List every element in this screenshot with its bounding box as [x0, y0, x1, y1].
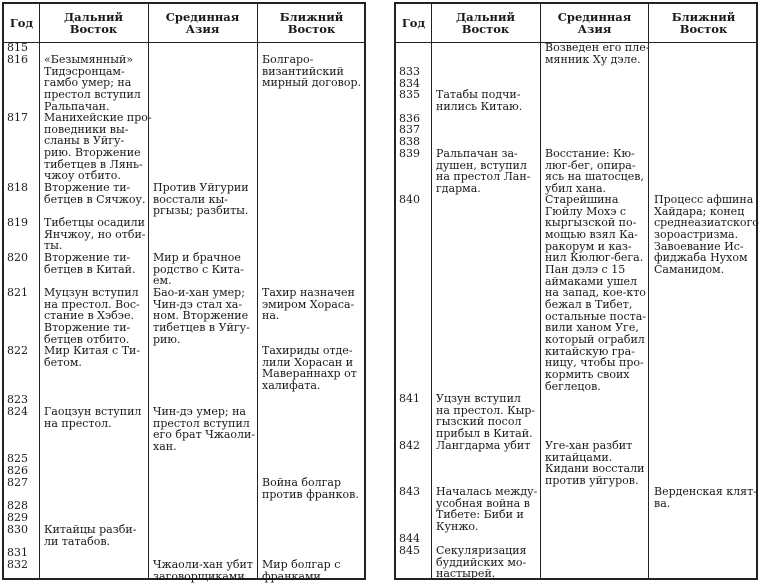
table-header [396, 4, 756, 43]
far-east-cell: Началась между- усобная война в Тибете: Биби и Кунжо. [436, 485, 538, 533]
year-cell: 816 [7, 53, 28, 66]
central-asia-cell: Против Уйгурии восстали кы- ргызы; разбиты. [153, 181, 249, 218]
central-asia-cell: Старейшина Гюйлу Мохэ с кыргызской по- мощью взял Ка- ракорум и каз- нил Кюлюг-бега. Пан дэлэ с 15 аймаками ушел на запад, кое-кто бежал в Тибет, остальные поста- вили ханом Уге, который ограбил китайскую гра- ницу, чтобы про- кормить своих беглецов. [545, 193, 646, 393]
year-cell: 822 [7, 344, 28, 357]
column-divider [257, 4, 258, 578]
central-asia-cell: Чин-дэ умер; на престол вступил его брат Чжаоли- хан. [153, 405, 256, 453]
year-cell: 839 [399, 147, 420, 160]
central-asia-cell: Уге-хан разбит китайцами. Кидани восстали против уйгуров. [545, 439, 645, 487]
year-cell: 843 [399, 485, 420, 498]
year-cell: 815 [7, 41, 28, 54]
column-divider [431, 4, 432, 578]
header-far-east: Дальний Восток [63, 10, 124, 36]
far-east-cell: Тибетцы осадили Янчжоу, но отби- ты. [44, 216, 146, 253]
far-east-cell: Уцзун вступил на престол. Кыр- гызский посол прибыл в Китай. [436, 392, 536, 440]
far-east-cell: Лангдарма убит [436, 439, 531, 452]
far-east-cell: Гаоцзун вступил на престол. [44, 405, 142, 430]
central-asia-cell: Восстание: Кю- люг-бег, опира- ясь на шатосцев, убил хана. [545, 147, 644, 195]
far-east-cell: Вторжение ти- бетцев в Сячжоу. [44, 181, 146, 206]
year-cell: 820 [7, 251, 28, 264]
far-east-cell: Ральпачан за- душен, вступил на престол Лан- гдарма. [436, 147, 531, 195]
year-cell: 832 [7, 558, 28, 571]
year-cell: 840 [399, 193, 420, 206]
header-near-east: Ближний Восток [279, 10, 344, 36]
year-cell: 845 [399, 544, 420, 557]
central-asia-cell: Возведен его пле- мянник Ху дэле. [545, 41, 650, 66]
year-cell: 833 [399, 65, 420, 78]
central-asia-cell: Мир и брачное родство с Кита- ем. [153, 251, 244, 288]
year-cell: 841 [399, 392, 420, 405]
year-cell: 827 [7, 476, 28, 489]
chronology-table-right [394, 2, 758, 580]
central-asia-cell: Чжаоли-хан убит заговорщиками. [153, 558, 253, 583]
header-year: Год [401, 16, 426, 30]
column-divider [540, 4, 541, 578]
year-cell: 819 [7, 216, 28, 229]
central-asia-cell: Бао-и-хан умер; Чин-дэ стал ха- ном. Вторжение тибетцев в Уйгу- рию. [153, 286, 250, 346]
year-cell: 829 [7, 511, 28, 524]
header-central-asia: Срединная Азия [557, 10, 632, 36]
column-divider [39, 4, 40, 578]
far-east-cell: Вторжение ти- бетцев в Китай. [44, 251, 136, 276]
far-east-cell: Манихейские про- поведники вы- сланы в Уйгу- рию. Вторжение тибетцев в Лянь- чжоу отбито. [44, 111, 152, 183]
header-far-east: Дальний Восток [455, 10, 516, 36]
year-cell: 838 [399, 135, 420, 148]
far-east-cell: Китайцы разби- ли татабов. [44, 523, 137, 548]
year-cell: 830 [7, 523, 28, 536]
near-east-cell: Мир болгар с франками. [262, 558, 341, 583]
year-cell: 837 [399, 123, 420, 136]
far-east-cell: Муцзун вступил на престол. Вос- стание в Хэбэе. Вторжение ти- бетцев отбито. [44, 286, 140, 346]
header-central-asia: Срединная Азия [165, 10, 240, 36]
far-east-cell: Татабы подчи- нились Китаю. [436, 88, 523, 113]
header-near-east: Ближний Восток [671, 10, 736, 36]
far-east-cell: «Безымянный» Тидэсронцам- гамбо умер; на престол вступил Ральпачан. [44, 53, 141, 113]
near-east-cell: Тахир назначен эмиром Хораса- на. [262, 286, 355, 323]
far-east-cell: Секуляризация буддийских мо- настырей. [436, 544, 527, 581]
table-header [4, 4, 364, 43]
year-cell: 831 [7, 546, 28, 559]
chronology-table-left [2, 2, 366, 583]
year-cell: 826 [7, 464, 28, 477]
year-cell: 835 [399, 88, 420, 101]
near-east-cell: Болгаро- византийский мирный договор. [262, 53, 361, 90]
column-divider [148, 4, 149, 578]
year-cell: 834 [399, 77, 420, 90]
year-cell: 825 [7, 452, 28, 465]
year-cell: 821 [7, 286, 28, 299]
year-cell: 824 [7, 405, 28, 418]
year-cell: 817 [7, 111, 28, 124]
year-cell: 823 [7, 393, 28, 406]
near-east-cell: Верденская клят- ва. [654, 485, 757, 510]
near-east-cell: Война болгар против франков. [262, 476, 359, 501]
year-cell: 836 [399, 112, 420, 125]
year-cell: 842 [399, 439, 420, 452]
year-cell: 844 [399, 532, 420, 545]
far-east-cell: Мир Китая с Ти- бетом. [44, 344, 141, 369]
header-year: Год [9, 16, 34, 30]
year-cell: 818 [7, 181, 28, 194]
near-east-cell: Процесс афшина Хайдара; конец среднеазиатского зороастризма. Завоевание Ис- фиджаба Нухом Саманидом. [654, 193, 759, 276]
near-east-cell: Тахириды отде- лили Хорасан и Мавераннахр от халифата. [262, 344, 357, 392]
year-cell: 828 [7, 499, 28, 512]
